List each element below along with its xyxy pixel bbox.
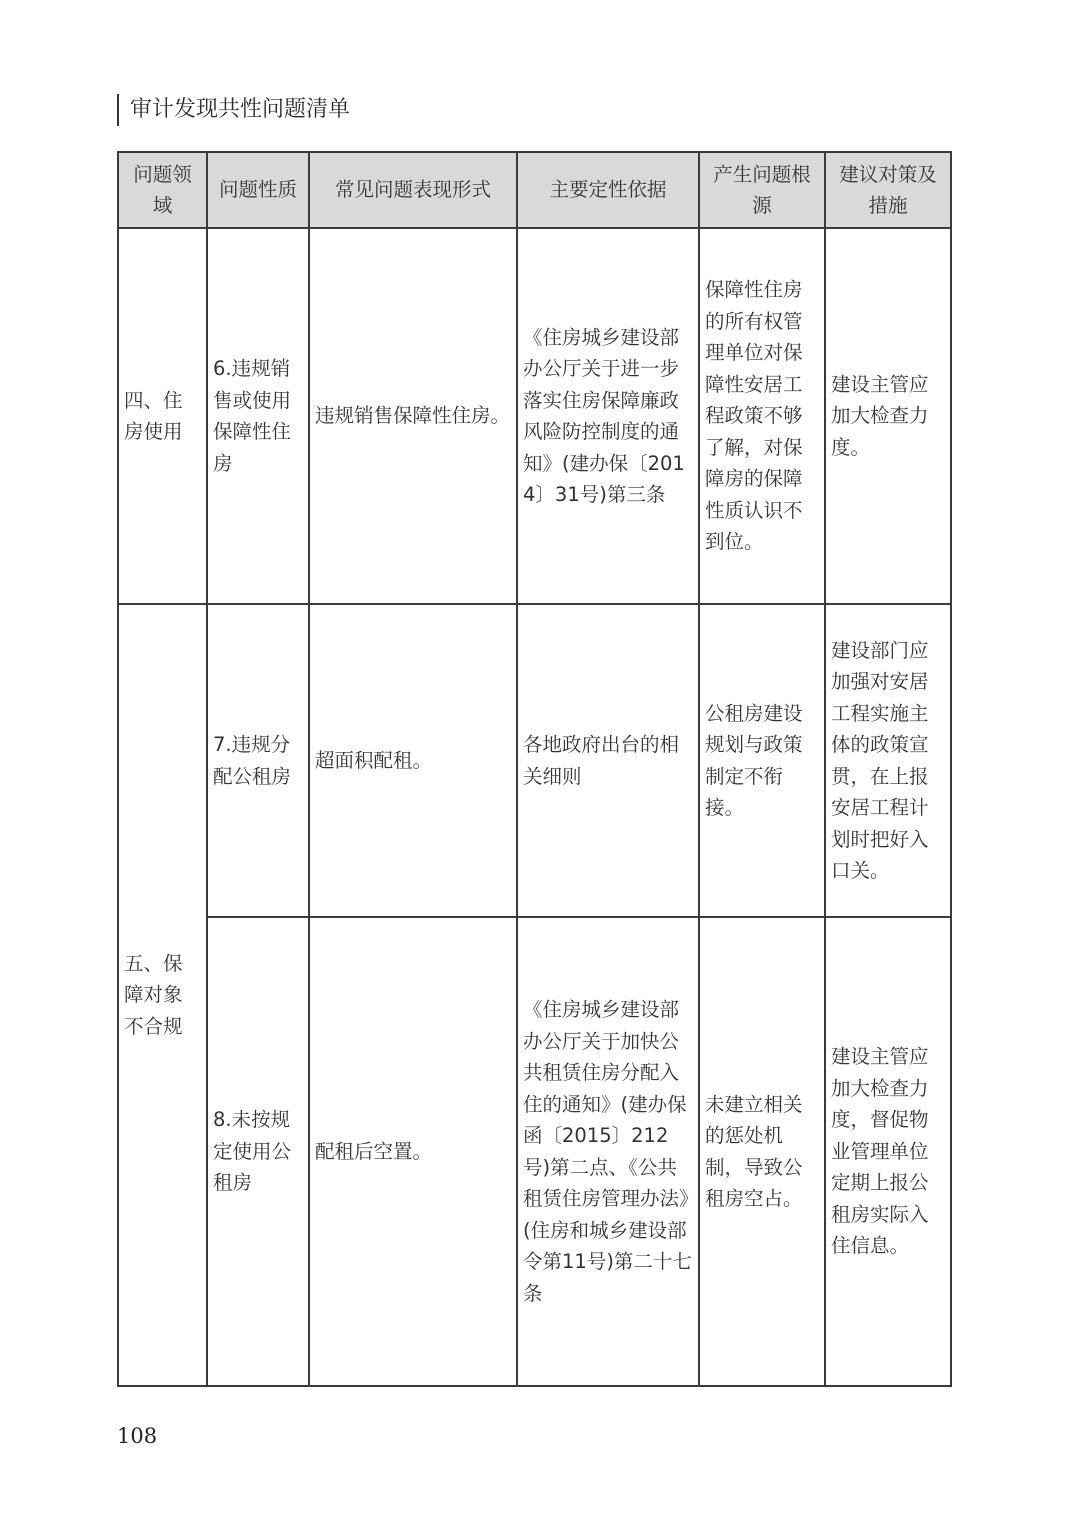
cell-form: 配租后空置。 — [309, 917, 517, 1386]
cell-measure: 建设部门应加强对安居工程实施主体的政策宣贯，在上报安居工程计划时把好入口关。 — [825, 604, 951, 917]
cell-domain: 四、住房使用 — [118, 228, 207, 604]
column-header-cause: 产生问题根源 — [699, 152, 825, 228]
audit-issue-table — [117, 151, 952, 1387]
page-number: 108 — [117, 1424, 158, 1448]
cell-domain: 五、保障对象不合规 — [118, 604, 207, 1386]
header-divider — [117, 94, 119, 126]
cell-cause: 保障性住房的所有权管理单位对保障性安居工程政策不够了解，对保障房的保障性质认识不到位。 — [699, 228, 825, 604]
table-row — [118, 228, 951, 604]
cell-cause: 公租房建设规划与政策制定不衔接。 — [699, 604, 825, 917]
cell-basis: 各地政府出台的相关细则 — [517, 604, 699, 917]
page-header-title: 审计发现共性问题清单 — [130, 97, 351, 122]
column-header-form: 常见问题表现形式 — [309, 152, 517, 228]
cell-cause: 未建立相关的惩处机制，导致公租房空占。 — [699, 917, 825, 1386]
column-header-basis: 主要定性依据 — [517, 152, 699, 228]
cell-basis: 《住房城乡建设部办公厅关于加快公共租赁住房分配入住的通知》(建办保函〔2015〕212号)第二点、《公共租赁住房管理办法》(住房和城乡建设部令第11号)第二十七条 — [517, 917, 699, 1386]
cell-form: 违规销售保障性住房。 — [309, 228, 517, 604]
cell-nature: 8.未按规定使用公租房 — [207, 917, 309, 1386]
table-header-row — [118, 152, 951, 228]
cell-measure: 建设主管应加大检查力度。 — [825, 228, 951, 604]
cell-nature: 6.违规销售或使用保障性住房 — [207, 228, 309, 604]
cell-basis: 《住房城乡建设部办公厅关于进一步落实住房保障廉政风险防控制度的通知》(建办保〔2014〕31号)第三条 — [517, 228, 699, 604]
column-header-nature: 问题性质 — [207, 152, 309, 228]
cell-measure: 建设主管应加大检查力度，督促物业管理单位定期上报公租房实际入住信息。 — [825, 917, 951, 1386]
table-row — [118, 604, 951, 917]
cell-nature: 7.违规分配公租房 — [207, 604, 309, 917]
cell-form: 超面积配租。 — [309, 604, 517, 917]
column-header-domain: 问题领域 — [118, 152, 207, 228]
table-row — [118, 917, 951, 1386]
column-header-measure: 建议对策及措施 — [825, 152, 951, 228]
